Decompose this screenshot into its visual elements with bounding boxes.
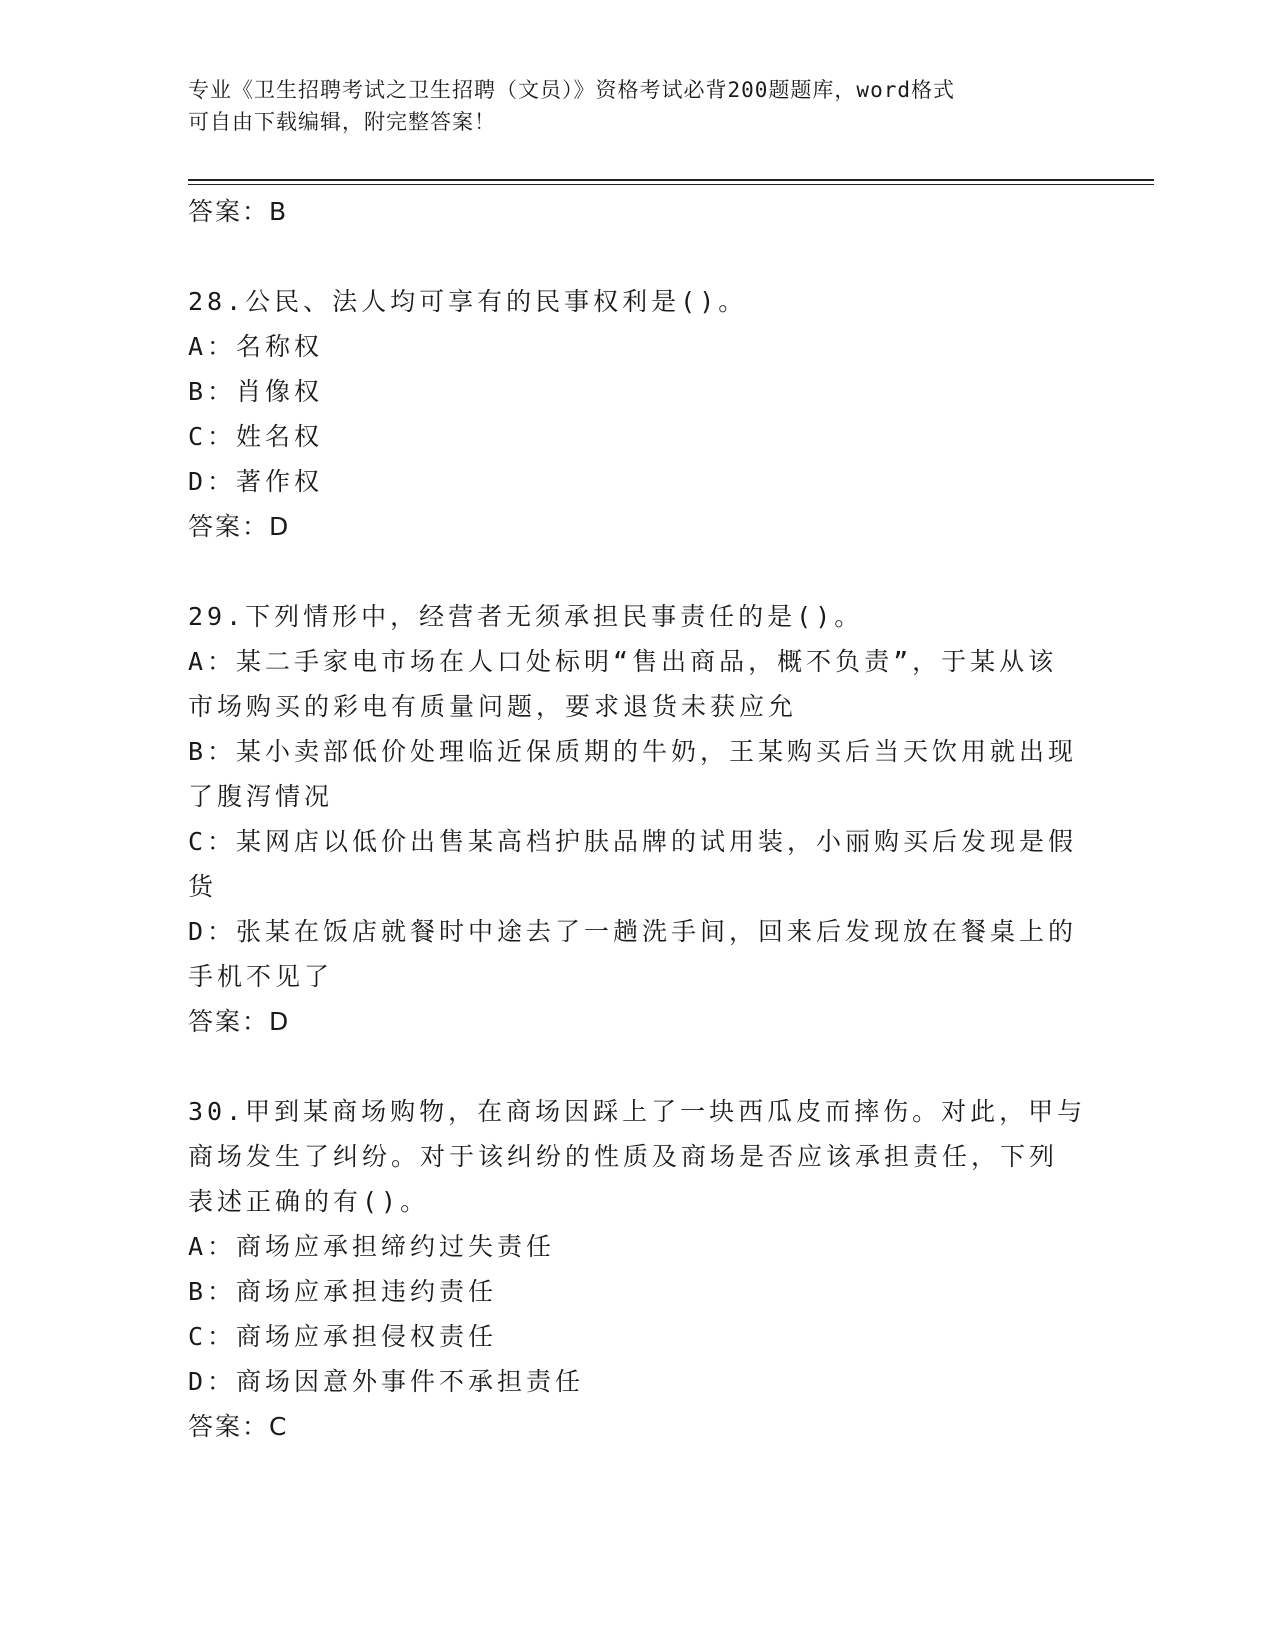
option-c: C：姓名权 <box>188 422 324 451</box>
option-c: C：商场应承担侵权责任 <box>188 1322 498 1351</box>
question-stem: 29.下列情形中，经营者无须承担民事责任的是()。 <box>188 602 864 631</box>
question-stem: 28.公民、法人均可享有的民事权利是()。 <box>188 287 748 316</box>
option-a-line-2: 市场购买的彩电有质量问题，要求退货未获应允 <box>188 692 798 721</box>
question-29 <box>188 594 1078 1044</box>
option-a: A：商场应承担缔约过失责任 <box>188 1232 556 1261</box>
spacer <box>188 549 1078 594</box>
option-b-line-2: 了腹泻情况 <box>188 782 334 811</box>
header-line-1: 专业《卫生招聘考试之卫生招聘（文员）》资格考试必背200题题库，word格式 <box>188 78 955 102</box>
spacer <box>188 1044 1078 1089</box>
option-b: B：肖像权 <box>188 377 324 406</box>
question-stem-line-1: 30.甲到某商场购物，在商场因踩上了一块西瓜皮而摔伤。对此，甲与 <box>188 1097 1087 1126</box>
option-d: D：著作权 <box>188 467 324 496</box>
option-d: D：商场因意外事件不承担责任 <box>188 1367 585 1396</box>
header-divider-thick <box>188 179 1154 181</box>
header-divider-thin <box>188 184 1154 185</box>
option-a: A：名称权 <box>188 332 324 361</box>
option-b-line-1: B：某小卖部低价处理临近保质期的牛奶，王某购买后当天饮用就出现 <box>188 737 1078 766</box>
answer-line: 答案：D <box>188 512 291 541</box>
option-b: B：商场应承担违约责任 <box>188 1277 498 1306</box>
answer-line: 答案：D <box>188 1007 291 1036</box>
option-c-line-1: C：某网店以低价出售某高档护肤品牌的试用装，小丽购买后发现是假 <box>188 827 1078 856</box>
question-list <box>188 189 1087 1449</box>
option-d-line-2: 手机不见了 <box>188 962 334 991</box>
question-stem-line-2: 商场发生了纠纷。对于该纠纷的性质及商场是否应该承担责任，下列 <box>188 1142 1059 1171</box>
answer-line: 答案：B <box>188 197 289 226</box>
option-d-line-1: D：张某在饭店就餐时中途去了一趟洗手间，回来后发现放在餐桌上的 <box>188 917 1078 946</box>
answer-line: 答案：C <box>188 1412 289 1441</box>
question-28 <box>188 279 1078 549</box>
spacer <box>188 234 1078 279</box>
option-a-line-1: A：某二手家电市场在人口处标明“售出商品，概不负责”，于某从该 <box>188 647 1058 676</box>
question-30 <box>188 1089 1087 1449</box>
document-header <box>188 74 1068 138</box>
header-line-2: 可自由下载编辑，附完整答案！ <box>188 110 496 134</box>
question-stem-line-3: 表述正确的有()。 <box>188 1187 430 1216</box>
option-c-line-2: 货 <box>188 872 218 901</box>
